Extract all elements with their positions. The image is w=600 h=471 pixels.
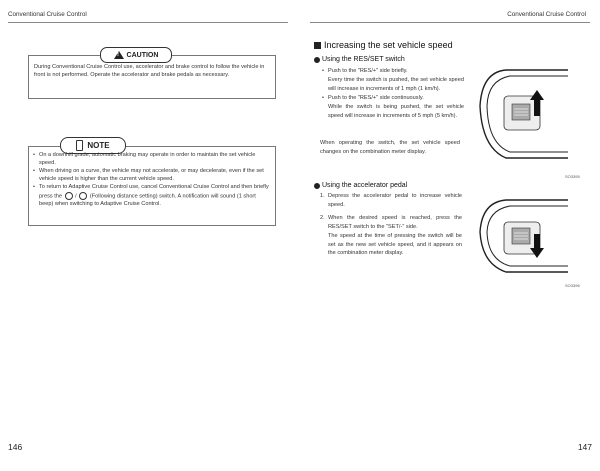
subsection-title: Using the accelerator pedal: [322, 182, 408, 189]
steering-switch-up-figure: [476, 66, 572, 166]
step-number: 2.: [320, 214, 325, 221]
distance-switch-icon: [65, 192, 73, 200]
square-bullet-icon: [314, 42, 321, 49]
right-header-divider: [310, 22, 590, 23]
note-item3-sep: /: [75, 193, 77, 200]
distance-switch-icon: [79, 192, 87, 200]
step-text: Depress the accelerator pedal to increase vehicle speed.: [328, 193, 462, 208]
right-page-header: Conventional Cruise Control: [507, 11, 586, 18]
instruction-body: While the switch is being pushed, the set vehicle speed will increase in increments of 5 mph (5 km/h).: [328, 103, 464, 119]
step-text: When the desired speed is reached, press the RES/SET switch to the "SET/-" side.: [328, 214, 462, 230]
steering-switch-down-figure: [476, 196, 572, 276]
res-set-note: When operating the switch, the set vehicle speed changes on the combination meter display.: [320, 140, 460, 155]
instruction-bullet: • Push to the "RES/+" side continuously.: [322, 94, 464, 103]
instruction-bullet: • Push to the "RES/+" side briefly.: [322, 67, 464, 76]
step-item: [320, 214, 462, 232]
res-set-instructions: [322, 67, 464, 120]
figure-code: SO3396: [565, 283, 580, 288]
subsection-res-set: [314, 56, 405, 63]
step-body: The speed at the time of pressing the switch will be set as the new set vehicle speed, and it appears on the combination meter display.: [328, 232, 462, 257]
circle-bullet-icon: [314, 183, 320, 189]
section-title: [314, 40, 453, 50]
left-page-number: 146: [8, 442, 23, 452]
circle-bullet-icon: [314, 57, 320, 63]
figure-code: SO3395: [565, 174, 580, 179]
subsection-accelerator: [314, 182, 407, 189]
note-item: [33, 184, 271, 209]
right-page-number: 147: [577, 442, 592, 452]
warning-triangle-icon: [114, 51, 124, 59]
note-title: NOTE: [87, 141, 110, 150]
note-item3-part1: To return to Adaptive Cruise Control use, cancel Conventional Cruise Control and then briefly press the: [39, 183, 269, 200]
section-title-text: Increasing the set vehicle speed: [324, 40, 453, 50]
note-book-icon: [76, 140, 83, 151]
caution-text: During Conventional Cruise Control use, accelerator and brake control to follow the vehicle in front is not performed. Operate the accelerator and brake pedals as necessary.: [34, 64, 265, 79]
note-list: [33, 152, 271, 209]
note-item: • On a downhill grade, automatic braking may operate in order to maintain the set vehicle speed.: [33, 152, 271, 168]
note-item: • When driving on a curve, the vehicle may not accelerate, or may decelerate, even if the set vehicle speed is higher than the current vehicle speed.: [33, 168, 271, 184]
accelerator-steps: [320, 192, 462, 258]
instruction-body: Every time the switch is pushed, the set vehicle speed will increase in increments of 1 mph (1 km/h).: [328, 76, 464, 92]
step-item: [320, 192, 462, 210]
caution-title: CAUTION: [126, 51, 159, 59]
subsection-title: Using the RES/SET switch: [322, 56, 405, 63]
caution-label: [100, 47, 172, 63]
left-page-header: Conventional Cruise Control: [8, 11, 87, 18]
note-item3-part2: (Following distance setting) switch. A notification will sound (1 short beep) when switching to Adaptive Cruise Control.: [39, 193, 256, 207]
left-header-divider: [8, 22, 288, 23]
step-number: 1.: [320, 193, 325, 199]
